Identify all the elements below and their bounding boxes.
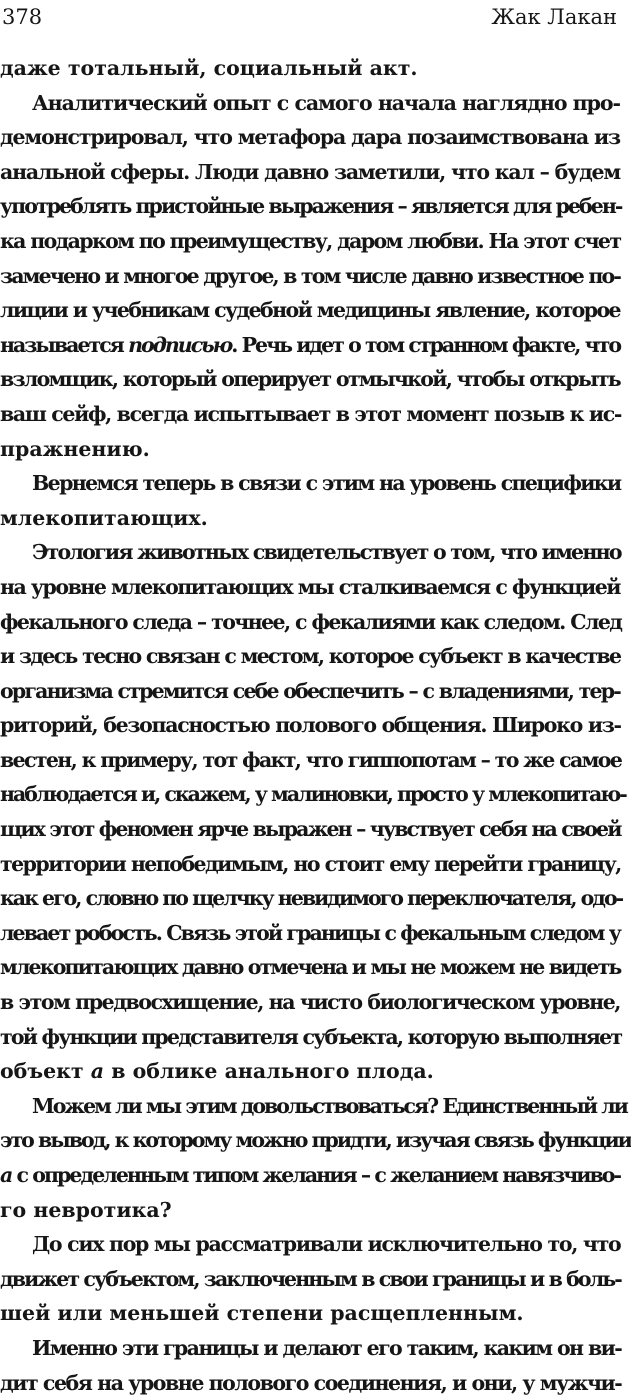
text-segment: ваш сейф, всегда испытывает в этот момент позыв к ис- xyxy=(0,401,622,426)
text-segment: движет субъектом, заключенным в свои границы и в боль- xyxy=(0,1266,621,1291)
paragraph-first-line xyxy=(0,86,620,121)
text-line xyxy=(0,259,620,294)
text-line xyxy=(0,189,620,224)
text-line xyxy=(0,397,620,432)
italic-text: а xyxy=(90,1059,105,1084)
text-segment: вестен, к примеру, тот факт, что гиппопотам – то же самое xyxy=(0,747,622,772)
paragraph-first-line xyxy=(0,535,620,570)
text-line xyxy=(0,639,620,674)
text-segment: с определенным типом желания – с желанием навязчиво- xyxy=(11,1163,621,1187)
text-segment: на уровне млекопитающих мы сталкиваемся с функцией xyxy=(0,574,620,599)
text-segment: Вернемся теперь в связи с этим на уровень специфики xyxy=(32,471,621,496)
text-line xyxy=(0,1158,620,1193)
text-segment: замечено и многое другое, в том числе давно известное по- xyxy=(0,263,620,288)
text-line xyxy=(0,570,620,605)
text-segment: го невротика? xyxy=(0,1197,172,1222)
text-segment: в этом предвосхищение, на чисто биологическом уровне, xyxy=(0,990,620,1015)
page-header xyxy=(0,0,620,34)
text-line xyxy=(0,1193,620,1228)
text-segment: как его, словно по щелчку невидимого переключателя, одо- xyxy=(0,886,623,911)
text-segment: риторий, безопасностью полового общения. Широко из- xyxy=(0,713,621,738)
text-line xyxy=(0,777,626,812)
italic-text: а xyxy=(0,1163,12,1187)
text-line xyxy=(0,1366,620,1400)
text-segment: Можем ли мы этим довольствоваться? Единственный ли xyxy=(32,1093,627,1118)
text-line xyxy=(0,1262,620,1297)
text-line xyxy=(0,328,620,363)
text-segment: щих этот феномен ярче выражен – чувствует себя на своей xyxy=(0,817,621,842)
text-segment: наблюдается и, скажем, у малиновки, просто у млекопитаю- xyxy=(0,782,626,807)
paragraph-first-line xyxy=(0,1089,627,1124)
text-segment: объект xyxy=(0,1059,91,1084)
text-segment: дит себя на уровне полового соединения, и они, у мужчи- xyxy=(0,1370,622,1395)
paragraph-first-line xyxy=(0,1227,620,1262)
text-segment: организма стремится себе обеспечить – с владениями, тер- xyxy=(0,678,620,703)
text-segment: употреблять пристойные выражения – является для ребен- xyxy=(0,194,622,219)
italic-text: подписью xyxy=(128,332,232,357)
text-line xyxy=(0,605,620,640)
text-segment: территории непобедимым, но стоит ему перейти границу, xyxy=(0,851,621,876)
page-number: 378 xyxy=(2,5,43,29)
text-segment: млекопитающих. xyxy=(0,505,208,530)
text-segment: пражнению. xyxy=(0,436,150,461)
body-text xyxy=(0,51,631,1400)
text-line xyxy=(0,432,620,467)
text-segment: и здесь тесно связан с местом, которое субъект в качестве xyxy=(0,644,621,669)
text-line xyxy=(0,155,620,190)
text-line xyxy=(0,120,620,155)
text-segment: Именно эти границы и делают его таким, каким он ви- xyxy=(32,1335,622,1360)
text-line xyxy=(0,1123,631,1158)
text-line xyxy=(0,501,620,536)
text-segment: взломщик, который оперирует отмычкой, чтобы открыть xyxy=(0,367,620,392)
paragraph-first-line xyxy=(0,1331,620,1366)
text-segment: даже тотальный, социальный акт. xyxy=(0,56,418,80)
text-segment: в облике анального плода. xyxy=(104,1059,434,1084)
running-head-author: Жак Лакан xyxy=(491,5,617,29)
text-line xyxy=(0,674,620,709)
text-line xyxy=(0,985,620,1020)
text-segment: Этология животных свидетельствует о том, что именно xyxy=(32,540,621,565)
text-line xyxy=(0,708,620,743)
text-segment: Аналитический опыт с самого начала наглядно про- xyxy=(32,90,620,115)
text-segment: той функции представителя субъекта, которую выполняет xyxy=(0,1024,622,1049)
text-line xyxy=(0,847,620,882)
text-line xyxy=(0,881,623,916)
text-line xyxy=(0,950,620,985)
text-segment: демонстрировал, что метафора дара позаимствована из xyxy=(0,125,620,150)
text-segment: До сих пор мы рассматривали исключительно то, что xyxy=(32,1232,621,1257)
text-line xyxy=(0,293,620,328)
text-segment: анальной сферы. Люди давно заметили, что кал – будем xyxy=(0,159,620,184)
text-segment: ка подарком по преимуществу, даром любви. На этот счет xyxy=(0,228,621,253)
text-line xyxy=(0,1020,620,1055)
text-line xyxy=(0,812,620,847)
paragraph-first-line xyxy=(0,466,620,501)
text-line xyxy=(0,916,620,951)
text-line xyxy=(0,51,620,86)
text-segment: шей или меньшей степени расщепленным. xyxy=(0,1301,524,1326)
text-segment: млекопитающих давно отмечена и мы не можем не видеть xyxy=(0,955,621,980)
text-line xyxy=(0,1054,620,1089)
text-segment: лиции и учебникам судебной медицины явление, которое xyxy=(0,298,620,323)
text-line xyxy=(0,224,620,259)
text-segment: . Речь идет о том странном факте, что xyxy=(231,332,620,357)
text-segment: левает робость. Связь этой границы с фекальным следом у xyxy=(0,920,620,945)
text-segment: фекального следа – точнее, с фекалиями как следом. След xyxy=(0,609,622,634)
text-segment: называется xyxy=(0,332,129,357)
text-segment: это вывод, к которому можно придти, изучая связь функции xyxy=(0,1128,631,1153)
text-line xyxy=(0,743,620,778)
text-line xyxy=(0,362,620,397)
text-line xyxy=(0,1296,620,1331)
